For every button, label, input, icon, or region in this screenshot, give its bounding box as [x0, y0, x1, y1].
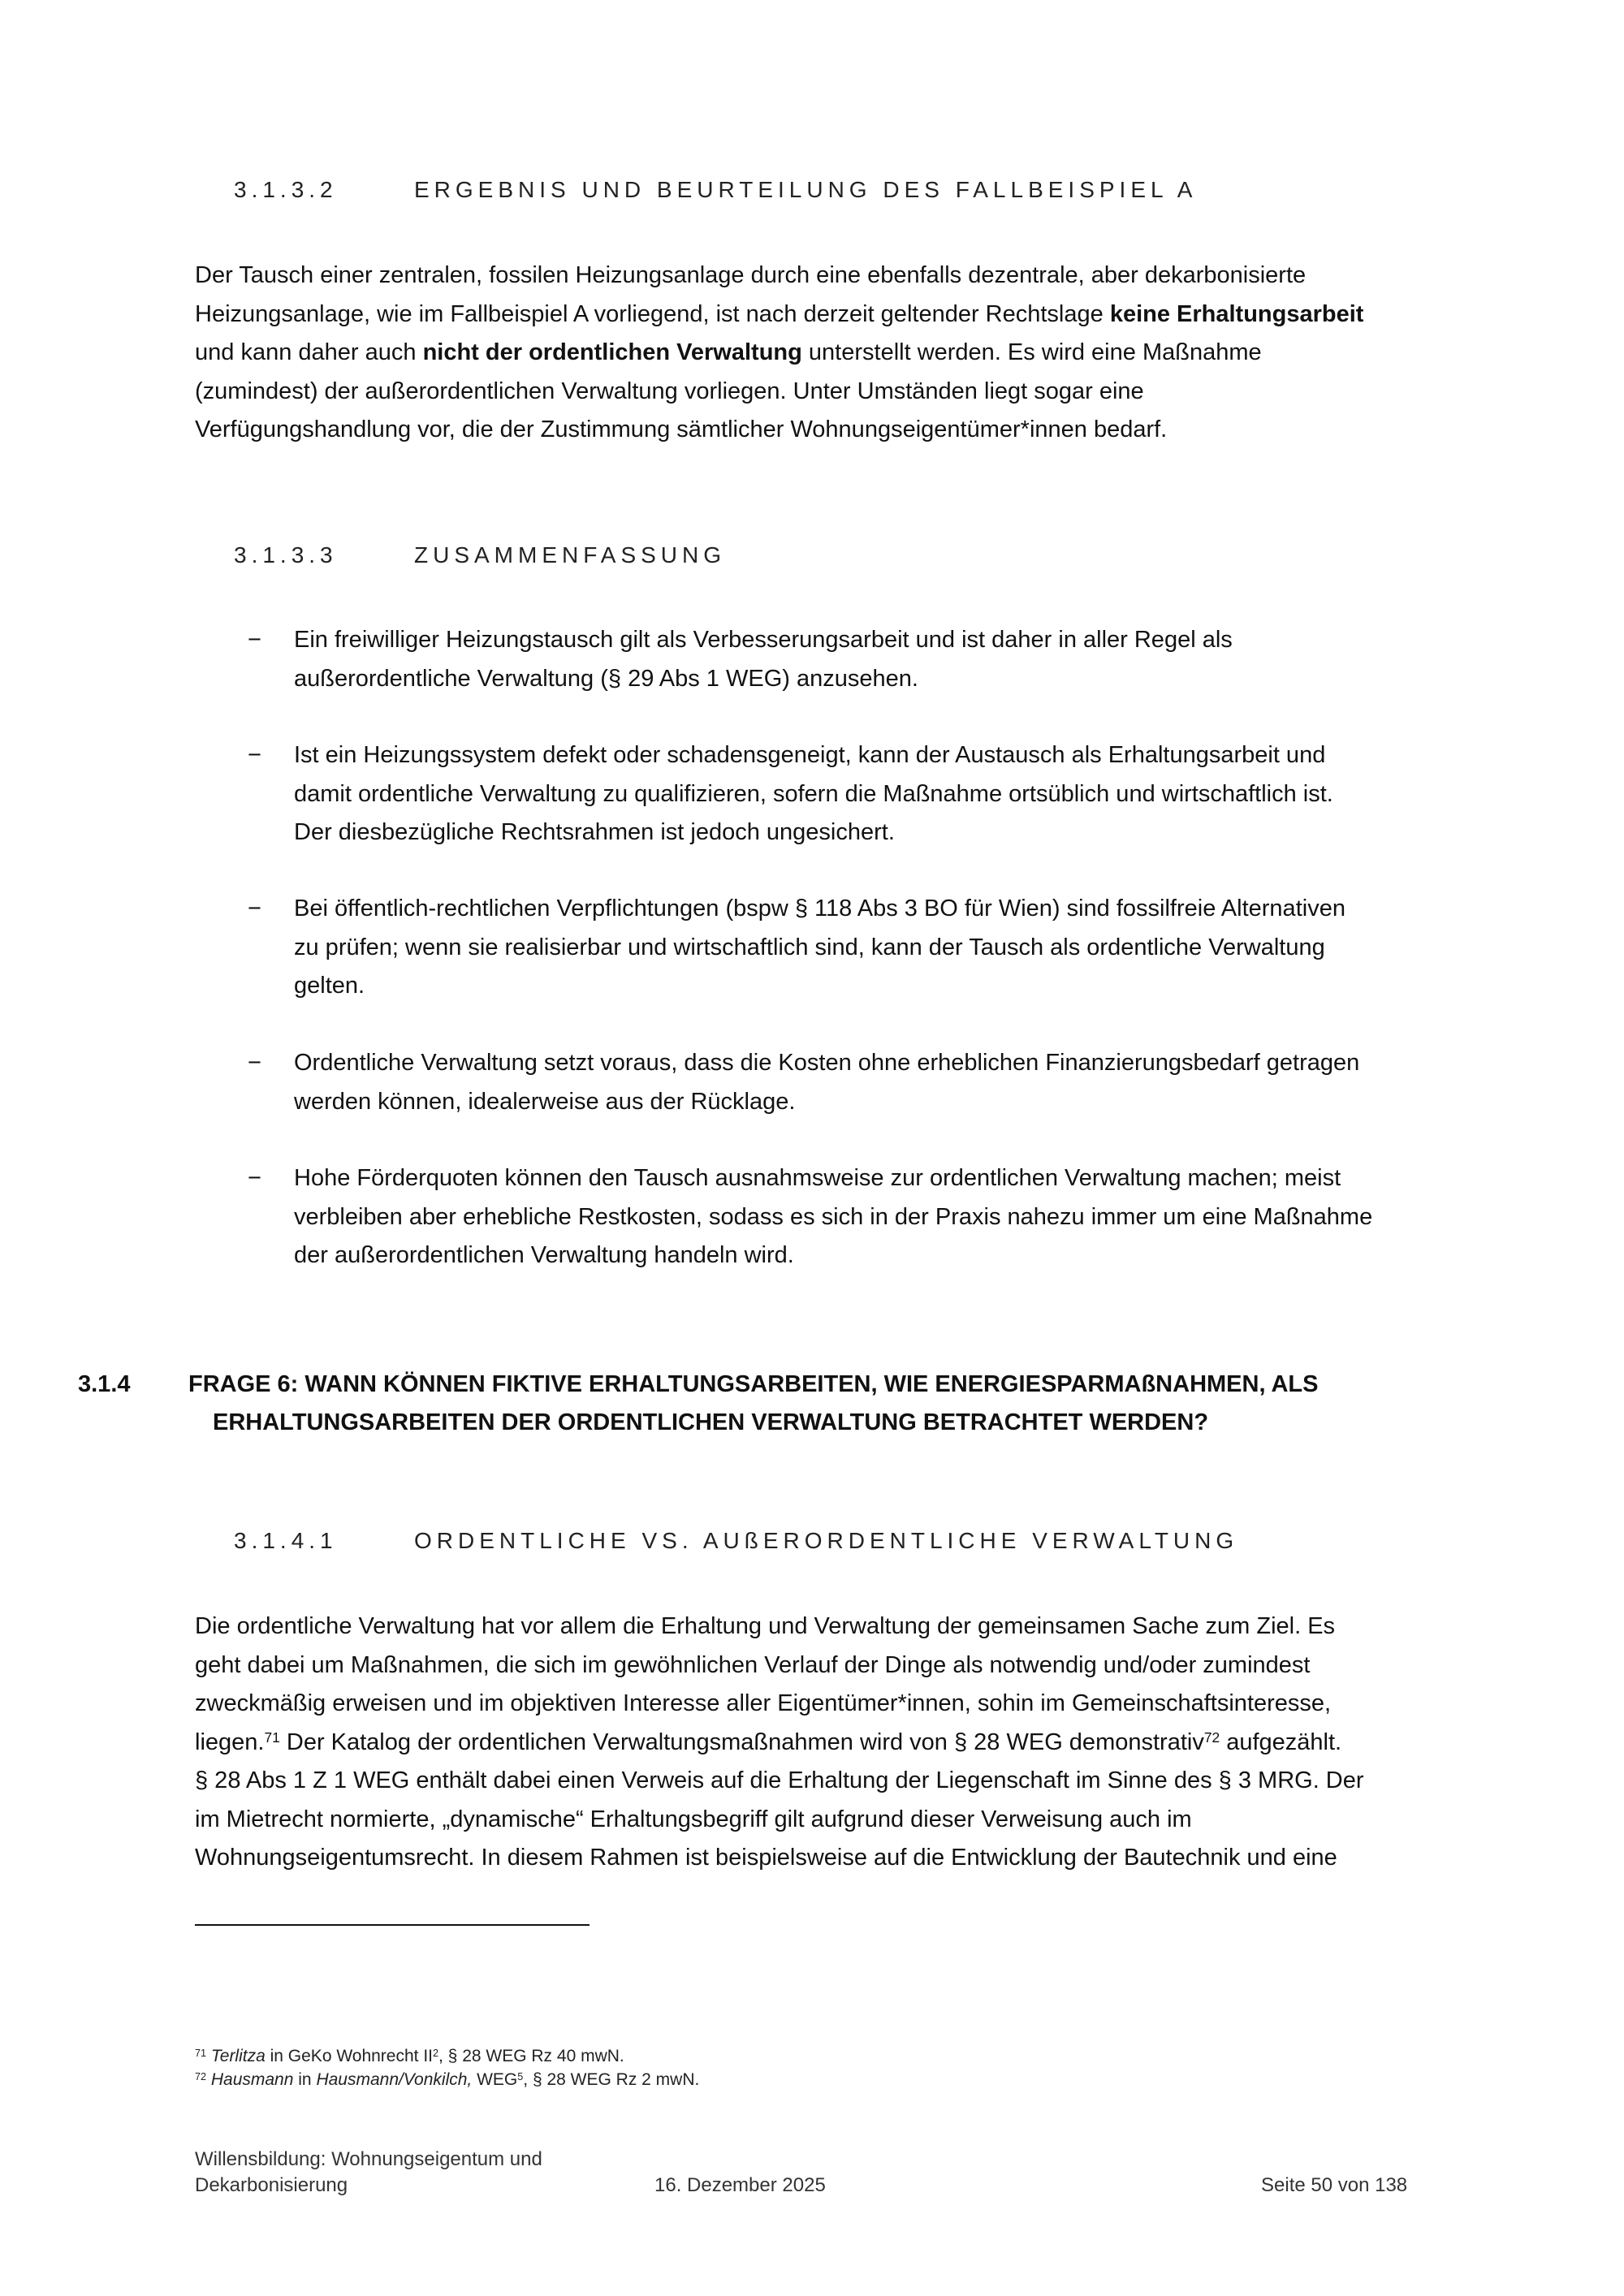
- section-number: 3.1.4.1: [234, 1528, 338, 1553]
- paragraph-ordinary-administration: [195, 1608, 1429, 1878]
- text-line: geht dabei um Maßnahmen, die sich im gewöhnlichen Verlauf der Dinge als notwendig und/oder zumindest: [195, 1651, 1311, 1678]
- text-line: der außerordentlichen Verwaltung handeln wird.: [294, 1242, 794, 1268]
- section-3-1-4-title-line2: ERHALTUNGSARBEITEN DER ORDENTLICHEN VERWALTUNG BETRACHTET WERDEN?: [213, 1409, 1209, 1435]
- text-line: zweckmäßig erweisen und im objektiven Interesse aller Eigentümer*innen, sohin im Gemeinschaftsinteresse,: [195, 1690, 1332, 1716]
- text-line: verbleiben aber erhebliche Restkosten, sodass es sich in der Praxis nahezu immer um eine Maßnahme: [294, 1203, 1373, 1230]
- dash-bullet: −: [248, 896, 261, 921]
- footnote-author: Terlitza: [210, 2047, 266, 2065]
- text-line: Bei öffentlich-rechtlichen Verpflichtungen (bspw § 118 Abs 3 BO für Wien) sind fossilfreie Alternativen: [294, 896, 1345, 921]
- text-line: Ist ein Heizungssystem defekt oder schadensgeneigt, kann der Austausch als Erhaltungsarbeit und: [294, 742, 1326, 768]
- footer-page-number: Seite 50 von 138: [1261, 2174, 1408, 2196]
- footnote-separator: [195, 1924, 590, 1926]
- dash-bullet: −: [248, 1050, 261, 1076]
- text-line: Wohnungseigentumsrecht. In diesem Rahmen ist beispielsweise auf die Entwicklung der Bautechnik und eine: [195, 1845, 1337, 1871]
- text-line: werden können, idealerweise aus der Rücklage.: [294, 1088, 796, 1115]
- section-3-1-4-title-line1: FRAGE 6: WANN KÖNNEN FIKTIVE ERHALTUNGSARBEITEN, WIE ENERGIESPARMAßNAHMEN, ALS: [188, 1371, 1319, 1397]
- section-number: 3.1.3.3: [234, 542, 338, 568]
- text-line: und kann daher auch nicht der ordentlichen Verwaltung unterstellt werden. Es wird eine Maßnahme: [195, 339, 1262, 365]
- text-line: Ordentliche Verwaltung setzt voraus, dass die Kosten ohne erheblichen Finanzierungsbedarf getragen: [294, 1050, 1360, 1076]
- footnote-work: Hausmann/Vonkilch,: [316, 2070, 473, 2089]
- text-line: Der diesbezügliche Rechtsrahmen ist jedoch ungesichert.: [294, 819, 895, 845]
- paragraph-result: [195, 257, 1429, 450]
- text-line: Ein freiwilliger Heizungstausch gilt als Verbesserungsarbeit und ist daher in aller Regel als: [294, 627, 1233, 653]
- text-line: im Mietrecht normierte, „dynamische“ Erhaltungsbegriff gilt aufgrund dieser Verweisung auch im: [195, 1806, 1192, 1832]
- section-title: ERGEBNIS UND BEURTEILUNG DES FALLBEISPIEL A: [414, 177, 1198, 202]
- section-3-1-3-2-heading: [234, 177, 1197, 203]
- text-line: Die ordentliche Verwaltung hat vor allem die Erhaltung und Verwaltung der gemeinsamen Sache zum Ziel. Es: [195, 1613, 1336, 1639]
- section-number: 3.1.3.2: [234, 177, 338, 202]
- text-line: zu prüfen; wenn sie realisierbar und wirtschaftlich sind, kann der Tausch als ordentliche Verwaltung: [294, 934, 1325, 960]
- dash-bullet: −: [248, 1165, 261, 1191]
- text-line: außerordentliche Verwaltung (§ 29 Abs 1 WEG) anzusehen.: [294, 665, 918, 692]
- section-title: ORDENTLICHE VS. AUßERORDENTLICHE VERWALTUNG: [414, 1528, 1239, 1553]
- bold-text: keine Erhaltungsarbeit: [1109, 300, 1364, 327]
- text-line: § 28 Abs 1 Z 1 WEG enthält dabei einen Verweis auf die Erhaltung der Liegenschaft im Sinne des § 3 MRG. Der: [195, 1767, 1364, 1793]
- footnote-author: Hausmann: [210, 2070, 294, 2089]
- section-3-1-4-number: 3.1.4: [78, 1371, 131, 1397]
- footnote-ref[interactable]: 71: [264, 1728, 280, 1746]
- text-line: (zumindest) der außerordentlichen Verwaltung vorliegen. Unter Umständen liegt sogar eine: [195, 378, 1144, 404]
- footnote-71: $^{71}$ Terlitza in GeKo Wohnrecht $II^2$, § 28 WEG Rz 40 mwN.: [195, 2047, 624, 2065]
- footnote-ref[interactable]: 72: [1203, 1728, 1220, 1746]
- footer-date: 16. Dezember 2025: [654, 2174, 826, 2196]
- text-line: Hohe Förderquoten können den Tausch ausnahmsweise zur ordentlichen Verwaltung machen; meist: [294, 1165, 1341, 1191]
- section-3-1-4-1-heading: [234, 1528, 1238, 1554]
- footer-document-title: Willensbildung: Wohnungseigentum und Dekarbonisierung: [195, 2148, 542, 2196]
- text-line: damit ordentliche Verwaltung zu qualifizieren, sofern die Maßnahme ortsüblich und wirtschaftlich ist.: [294, 780, 1333, 807]
- text-line: gelten.: [294, 973, 365, 999]
- dash-bullet: −: [248, 742, 261, 768]
- text-line: Verfügungshandlung vor, die der Zustimmung sämtlicher Wohnungseigentümer*innen bedarf.: [195, 416, 1168, 442]
- section-title: ZUSAMMENFASSUNG: [414, 542, 727, 568]
- bold-text: nicht der ordentlichen Verwaltung: [422, 339, 802, 365]
- dash-bullet: −: [248, 627, 261, 653]
- text-line: liegen.$^{71}$ Der Katalog der ordentlichen Verwaltungsmaßnahmen wird von § 28 WEG demonstrativ$^{72}$ aufgezählt.: [195, 1728, 1342, 1755]
- footnote-72: $^{72}$ Hausmann in Hausmann/Vonkilch, WEG$^5$, § 28 WEG Rz 2 mwN.: [195, 2070, 700, 2089]
- text-line: Heizungsanlage, wie im Fallbeispiel A vorliegend, ist nach derzeit geltender Rechtslage keine Erhaltungsarbeit: [195, 300, 1364, 327]
- section-3-1-3-3-heading: [234, 542, 726, 568]
- footnotes: [195, 2044, 699, 2091]
- text-line: Der Tausch einer zentralen, fossilen Heizungsanlage durch eine ebenfalls dezentrale, aber dekarbonisierte: [195, 262, 1307, 288]
